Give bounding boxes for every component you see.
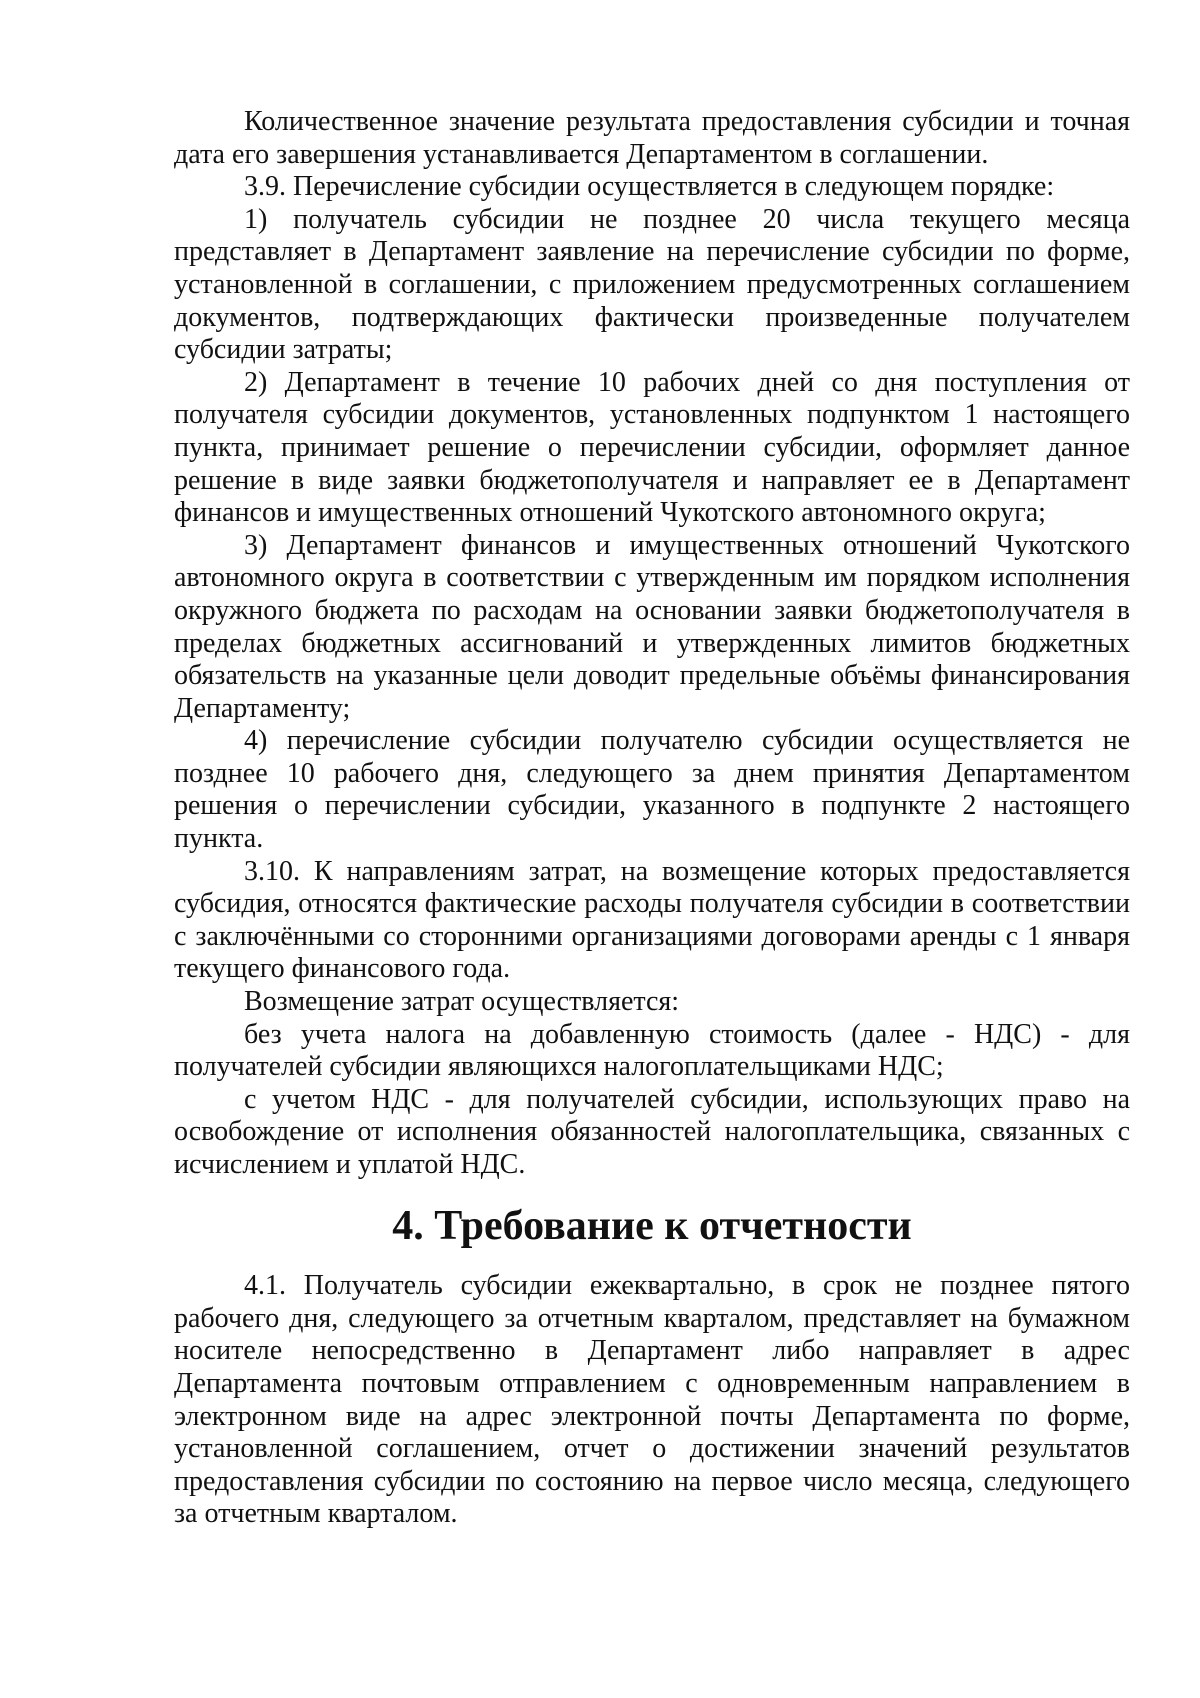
paragraph-with-vat: с учетом НДС - для получателей субсидии, использующих право на освобождение от исполнения обязанностей налогоплательщика, связанных с исчислением и уплатой НДС. [174,1083,1130,1180]
paragraph-3-9-item-2: 2) Департамент в течение 10 рабочих дней со дня поступления от получателя субсидии документов, установленных подпунктом 1 настоящего пункта, принимает решение о перечислении субсидии, оформляет данное решение в виде заявки бюджетополучателя и направляет ее в Департамент финансов и имущественных отношений Чукотского автономного округа; [174,366,1130,529]
section-heading: 4. Требование к отчетности [392,1202,912,1249]
paragraph-4-1: 4.1. Получатель субсидии ежеквартально, в срок не позднее пятого рабочего дня, следующего за отчетным кварталом, представляет на бумажном носителе непосредственно в Департамент либо направляет в адрес Департамента почтовым отправлением с одновременным направлением в электронном виде на адрес электронной почты Департамента по форме, установленной соглашением, отчет о достижении значений результатов предоставления субсидии по состоянию на первое число месяца, следующего за отчетным кварталом. [174,1270,1130,1530]
paragraph-result-date: Количественное значение результата предоставления субсидии и точная дата его завершения устанавливается Департаментом в соглашении. [174,106,1130,170]
paragraph-3-9-item-4: 4) перечисление субсидии получателю субсидии осуществляется не позднее 10 рабочего дня, следующего за днем принятия Департаментом решения о перечислении субсидии, указанного в подпункте 2 настоящего пункта. [174,725,1130,855]
paragraph-3-9-item-1: 1) получатель субсидии не позднее 20 числа текущего месяца представляет в Департамент заявление на перечисление субсидии по форме, установленной в соглашении, с приложением предусмотренных соглашением документов, подтверждающих фактически произведенные получателем субсидии затраты; [174,203,1130,366]
paragraph-3-9-item-3: 3) Департамент финансов и имущественных отношений Чукотского автономного округа в соответствии с утвержденным им порядком исполнения окружного бюджета по расходам на основании заявки бюджетополучателя в пределах бюджетных ассигнований и утвержденных лимитов бюджетных обязательств на указанные цели доводит предельные объёмы финансирования Департаменту; [174,529,1130,724]
document-page [174,106,1130,1531]
paragraph-reimbursement: Возмещение затрат осуществляется: [244,986,680,1018]
paragraph-3-9: 3.9. Перечисление субсидии осуществляется в следующем порядке: [244,171,1055,203]
paragraph-3-10: 3.10. К направлениям затрат, на возмещение которых предоставляется субсидия, относятся фактические расходы получателя субсидии в соответствии с заключёнными со сторонними организациями договорами аренды с 1 января текущего финансового года. [174,855,1130,985]
paragraph-without-vat: без учета налога на добавленную стоимость (далее - НДС) - для получателей субсидии являющихся налогоплательщиками НДС; [174,1018,1130,1083]
